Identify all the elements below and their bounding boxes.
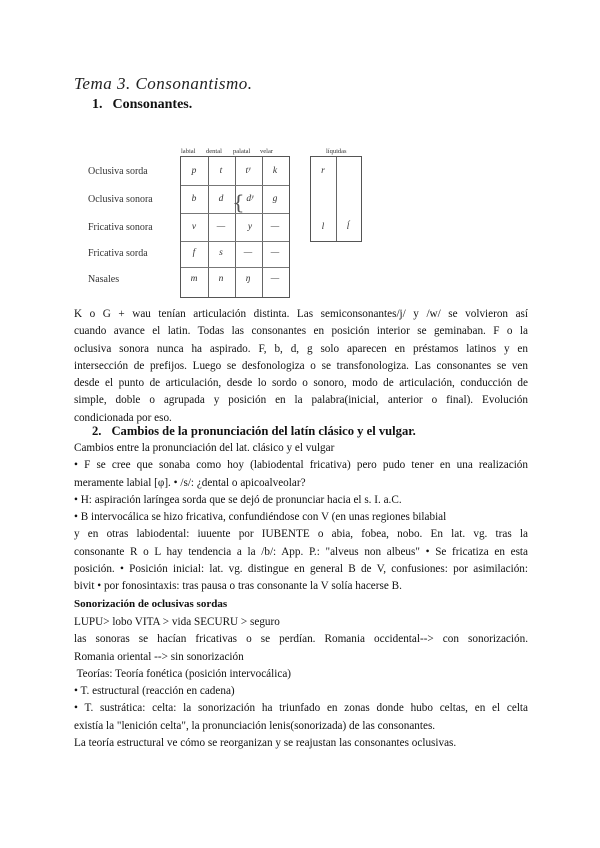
text-line: oclusiva sonora nunca ha aspirado. F, b, d, g solo aparecen en préstamos latinos y en <box>74 342 528 355</box>
grid-cell: — <box>270 222 280 232</box>
row-label: Nasales <box>88 274 120 285</box>
text-line: consonante R o L hay tendencia a la /b/: App. P.: "alveus non albeus" • Se fricatiza en esta <box>74 545 528 558</box>
grid-cell: v <box>191 222 197 232</box>
row-label: Fricativa sorda <box>88 248 148 259</box>
grid-cell: k <box>272 166 278 176</box>
text-line: Teorías: Teoría fonética (posición intervocálica) <box>74 667 292 680</box>
column-header-velar: velar <box>260 148 273 155</box>
text-line: cuando avance el latin. Todas las consonantes en posición interior se geminaban. F o la <box>74 325 528 338</box>
grid-cell: dʸ <box>246 194 254 204</box>
text-line: las sonoras se hacían fricativas o se perdían. Romania occidental--> con sonorización. <box>74 633 528 646</box>
grid-cell: s <box>219 248 223 258</box>
text-line: Cambios entre la pronunciación del lat. clásico y el vulgar <box>74 442 335 454</box>
text-line: meramente labial [φ]. • /s/: ¿dental o apicoalveolar? <box>74 476 306 489</box>
row-label: Fricativa sonora <box>88 222 153 233</box>
text-line: K o G + wau tenían articulación distinta. Las semiconsonantes/j/ y /w/ se volvieron así <box>74 308 528 320</box>
grid-cell: ŋ <box>245 274 251 284</box>
section-heading-consonantes <box>92 97 192 113</box>
text-line: y en otras labiodental: iuuente por IUBENTE o abia, fobea, nobo. En lat. vg. tras la <box>74 528 528 541</box>
text-line: • T. sustrática: celta: la sonorización ha triunfado en zonas donde hubo celtas, en el celta <box>74 702 528 715</box>
brace-mark: { <box>232 190 245 214</box>
grid-cell: — <box>270 248 280 258</box>
column-header-liquidas: líquidas <box>326 148 347 155</box>
column-header-labial: labial <box>181 148 196 155</box>
text-line: intersección de prefijos. Luego se desfonologiza o se transfonologiza. Las consonantes se ven <box>74 359 528 372</box>
grid-cell: d <box>218 194 224 204</box>
grid-cell: — <box>270 274 280 284</box>
text-line: simple, doble o agrupada y posición en la palabra(inicial, anterior o final). Evolución <box>74 394 528 407</box>
paragraph-cambios <box>74 440 528 596</box>
grid-cell: f <box>192 248 196 258</box>
section-number: 2. <box>92 424 102 438</box>
section-heading-cambios <box>92 424 416 439</box>
text-line: posición. • Posición inicial: lat. vg. distingue en general B de V, confusiones: por asimilación: <box>74 563 528 576</box>
grid-cell: p <box>191 166 197 176</box>
text-line: existía la "lenición celta", la pronunciación lenis(sonorizada) de las consonantes. <box>74 719 436 732</box>
grid-cell: — <box>216 222 226 232</box>
consonant-chart <box>88 142 378 302</box>
text-line: LUPU> lobo VITA > vida SECURU > seguro <box>74 616 280 628</box>
row-label: Oclusiva sonora <box>88 194 153 205</box>
grid-cell: b <box>191 194 197 204</box>
column-header-palatal: palatal <box>233 148 251 155</box>
text-line: La teoría estructural ve cómo se reorganizan y se reajustan las consonantes oclusivas. <box>74 737 457 750</box>
grid-cell: tʸ <box>245 166 251 176</box>
text-line: bivit • por fonosintaxis: tras pausa o tras consonante la V solía hacerse B. <box>74 580 402 593</box>
section-title: Consonantes. <box>112 97 193 112</box>
paragraph-sonorizacion <box>74 614 528 752</box>
section-heading-sonorizacion: Sonorización de oclusivas sordas <box>74 598 228 610</box>
text-line: Romania oriental --> sin sonorización <box>74 650 244 663</box>
grid-cell: y <box>247 222 253 232</box>
text-line: • B intervocálica se hizo fricativa, confundiéndose con V (en unas regiones bilabial <box>74 511 447 524</box>
grid-cell: m <box>190 274 198 284</box>
text-line: • F se cree que sonaba como hoy (labiodental fricativa) pero pudo tener en una realización <box>74 459 528 472</box>
liquid-cell: r <box>321 166 325 176</box>
liquid-cell: l <box>321 222 325 232</box>
grid-cell: n <box>218 274 224 284</box>
text-line: • T. estructural (reacción en cadena) <box>74 685 235 698</box>
paragraph-consonantes <box>74 306 528 427</box>
text-line: desde el punto de articulación, desde lo sordo o sonoro, modo de articulación, conducción de <box>74 377 528 390</box>
row-label: Oclusiva sorda <box>88 166 148 177</box>
text-line: • H: aspiración laríngea sorda que se dejó de pronunciar hacia el s. I. a.C. <box>74 493 402 506</box>
liquid-cell: ĺ <box>346 222 350 232</box>
section-number: 1. <box>92 97 103 112</box>
text-line: condicionada por eso. <box>74 411 172 424</box>
section-title: Cambios de la pronunciación del latín clásico y el vulgar. <box>111 424 416 438</box>
grid-cell: g <box>272 194 278 204</box>
page-title: Tema 3. Consonantismo. <box>74 74 253 93</box>
grid-cell: — <box>243 248 253 258</box>
grid-cell: t <box>219 166 223 176</box>
column-header-dental: dental <box>206 148 222 155</box>
